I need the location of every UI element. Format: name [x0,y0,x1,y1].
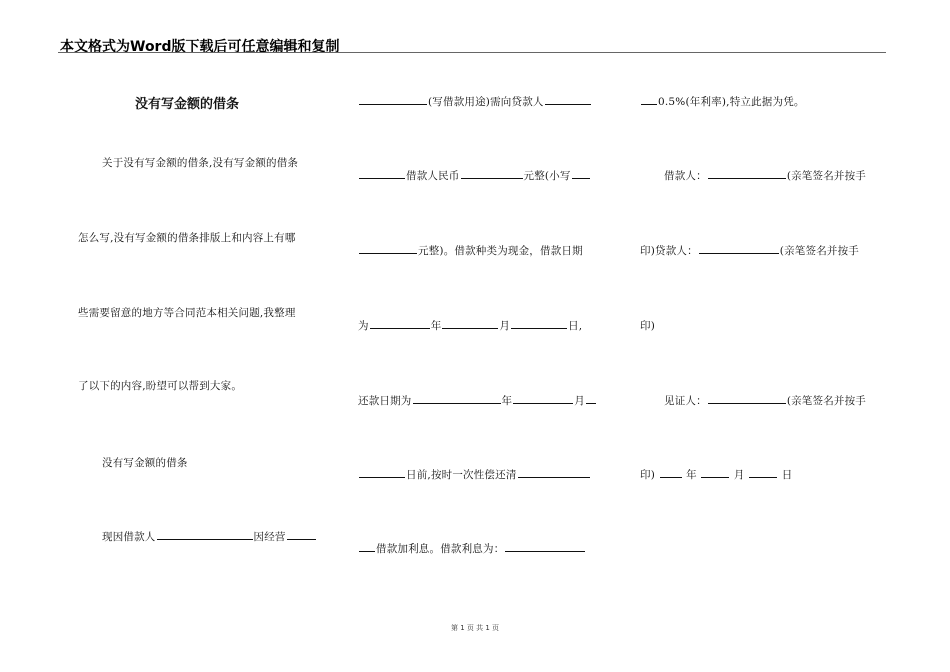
blank-lender-sign [699,244,779,254]
col2-line-1 [358,94,592,109]
borrower-label: 现因借款人 [102,531,156,543]
col2-line-7 [358,541,586,556]
blank-sign-month [701,468,729,478]
sign-month-label: 月 [733,469,745,481]
col3-line-6 [640,467,792,482]
intro-line-3: 些需要留意的地方等合同范本相关问题,我整理 [78,307,296,319]
intro-line-1: 关于没有写金额的借条,没有写金额的借条 [102,157,299,169]
col2-line-2 [358,168,591,183]
blank-lender [545,95,591,105]
day-label: 日, [568,320,583,332]
lender-sign-label: 印)贷款人： [640,245,698,257]
blank-loan-month [442,319,498,329]
blank-loan-year [370,319,430,329]
sign-instruction-2: (亲笔签名并按手 [779,245,859,257]
blank-purpose-start [287,530,316,540]
col2-line-3 [358,243,583,258]
blank-sign-year [660,468,682,478]
col2-line-5 [358,393,597,408]
section-subtitle: 没有写金额的借条 [102,457,188,469]
amount-label: 借款人民币 [406,170,460,182]
loan-date-prefix: 为 [358,320,369,332]
blank-borrower-sign [708,169,786,179]
document-title: 没有写金额的借条 [135,97,240,112]
col3-line-3 [640,243,859,258]
repay-once-text: 日前,按时一次性偿还清 [406,469,517,481]
stamp-close: 印) [640,469,655,481]
repay-month-label: 月 [574,395,585,407]
blank-repay-amount [518,468,590,478]
purpose-lender-text: (写借款用途)需向贷款人 [428,96,544,108]
blank-loan-day [511,319,567,329]
blank-witness-sign [708,394,786,404]
blank-interest [505,542,585,552]
sign-instruction-3: (亲笔签名并按手 [786,395,867,407]
month-label: 月 [499,320,511,332]
intro-line-4: 了以下的内容,盼望可以帮到大家。 [78,380,243,392]
blank-repay-day-cont [359,468,405,478]
blank-lender-cont [359,169,405,179]
blank-amount [461,169,523,179]
blank-borrower [157,530,253,540]
loan-type-text: 元整)。借款种类为现金，借款日期 [418,245,583,257]
blank-repay-year [413,394,501,404]
intro-line-2: 怎么写,没有写金额的借条排版上和内容上有哪 [78,232,296,244]
blank-repay-month [513,394,573,404]
amount-small-label: 元整(小写 [523,170,571,182]
header-divider [58,52,886,53]
col2-line-4 [358,318,582,333]
page-number: 第 1 页 共 1 页 [450,624,500,632]
blank-interest-cont [641,95,657,105]
borrower-line [102,529,317,544]
repay-year-label: 年 [501,395,513,407]
col2-line-6 [358,467,591,482]
witness-label: 见证人： [664,395,707,407]
blank-repay-day [586,394,596,404]
blank-sign-day [749,468,777,478]
blank-amount-small-cont [359,244,417,254]
sign-day-label: 日 [781,469,793,481]
rate-text: 0.5%(年利率),特立此据为凭。 [658,96,805,108]
col3-line-5 [664,393,866,408]
year-label: 年 [430,320,442,332]
blank-repay-amount-cont [359,542,375,552]
col3-line-4: 印) [640,320,655,332]
blank-amount-small [572,169,590,179]
header-title: 本文格式为Word版下载后可任意编辑和复制 [60,39,340,55]
blank-purpose [359,95,427,105]
col3-line-1 [640,94,805,109]
col3-line-2 [664,168,866,183]
interest-label: 借款加利息。借款利息为： [376,543,505,555]
sign-year-label: 年 [686,469,697,481]
sign-instruction-1: (亲笔签名并按手 [786,170,867,182]
purpose-label: 因经营 [253,531,286,543]
borrower-sign-label: 借款人： [664,170,707,182]
repay-date-label: 还款日期为 [358,395,412,407]
